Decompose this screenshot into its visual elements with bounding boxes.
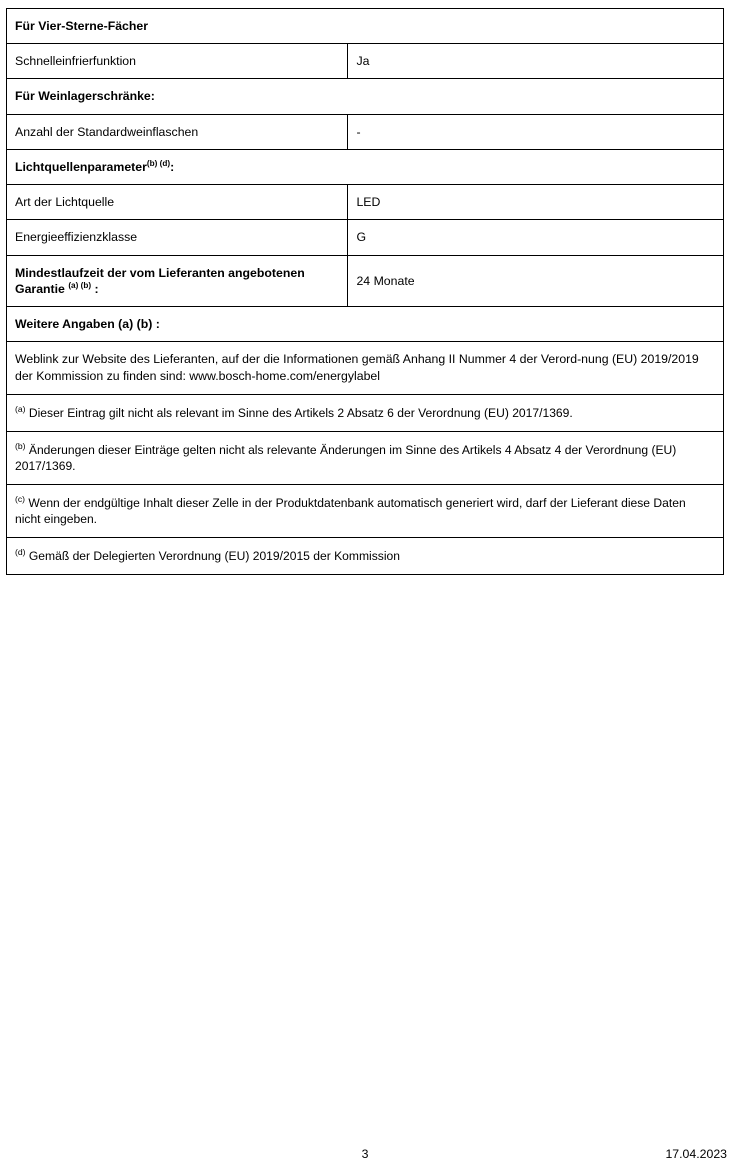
table-row: [7, 44, 724, 79]
table-row: [7, 255, 724, 307]
footnote-d-mark: (d): [15, 546, 26, 557]
table-row: [7, 79, 724, 114]
product-datasheet-table: [6, 8, 724, 575]
table-row: [7, 342, 724, 395]
footnote-c-text: Wenn der endgültige Inhalt dieser Zelle in der Produktdatenbank automatisch generiert wird, darf der Lieferant diese Daten nicht eingeben.: [15, 495, 686, 527]
table-row: [7, 307, 724, 342]
row-label-energy-class: Energieeffizienzklasse: [7, 220, 348, 255]
row-value-guarantee: 24 Monate: [348, 255, 724, 307]
row-label-light-type: Art der Lichtquelle: [7, 185, 348, 220]
row-label-fast-freeze: Schnelleinfrierfunktion: [7, 44, 348, 79]
footer-page-number: 3: [361, 1147, 369, 1161]
section-heading-further-information: Weitere Angaben (a) (b) :: [7, 307, 724, 342]
row-label-guarantee-marks: (a) (b): [68, 280, 92, 290]
footnote-c-mark: (c): [15, 493, 26, 504]
table-row: [7, 484, 724, 537]
footnote-a-mark: (a): [15, 404, 26, 415]
row-value-energy-class: G: [348, 220, 724, 255]
footnote-a-text: Dieser Eintrag gilt nicht als relevant im Sinne des Artikels 2 Absatz 6 der Verordnung (EU) 2017/1369.: [28, 406, 573, 421]
table-row: [7, 9, 724, 44]
table-row: [7, 537, 724, 574]
table-row: [7, 185, 724, 220]
footnote-a: [7, 395, 724, 432]
row-label-wine-bottles: Anzahl der Standardweinflaschen: [7, 114, 348, 149]
page-footer: [0, 1147, 750, 1167]
row-label-guarantee-text: Mindestlaufzeit der vom Lieferanten angebotenen Garantie: [15, 265, 305, 296]
footer-date: 17.04.2023: [665, 1147, 727, 1161]
row-value-light-type: LED: [348, 185, 724, 220]
section-heading-light-source: [7, 149, 724, 184]
table-row: [7, 149, 724, 184]
section-heading-light-source-suffix: :: [170, 159, 175, 174]
table-row: [7, 431, 724, 484]
row-value-fast-freeze: Ja: [348, 44, 724, 79]
footnote-b-text: Änderungen dieser Einträge gelten nicht als relevante Änderungen im Sinne des Artikels 4 Absatz 4 der Verordnung (EU) 2017/1369.: [15, 442, 677, 474]
section-heading-light-source-label: Lichtquellenparameter: [15, 159, 147, 174]
footnote-d-text: Gemäß der Delegierten Verordnung (EU) 2019/2015 der Kommission: [28, 549, 400, 563]
footnote-d: [7, 537, 724, 574]
table-row: [7, 220, 724, 255]
table-row: [7, 395, 724, 432]
supplier-weblink-text: Weblink zur Website des Lieferanten, auf der die Informationen gemäß Anhang II Nummer 4 der Verord-nung (EU) 2019/2019 der Kommission zu finden sind: www.bosch-home.com/energylabel: [7, 342, 724, 395]
section-heading-four-star: Für Vier-Sterne-Fächer: [7, 9, 724, 44]
section-heading-wine-storage: Für Weinlagerschränke:: [7, 79, 724, 114]
footnote-b: [7, 431, 724, 484]
row-label-guarantee: [7, 255, 348, 307]
section-heading-light-source-marks: (b) (d): [146, 158, 171, 168]
footnote-c: [7, 484, 724, 537]
table-row: [7, 114, 724, 149]
footnote-b-mark: (b): [15, 440, 26, 451]
row-value-wine-bottles: -: [348, 114, 724, 149]
row-label-guarantee-suffix: :: [94, 281, 99, 296]
